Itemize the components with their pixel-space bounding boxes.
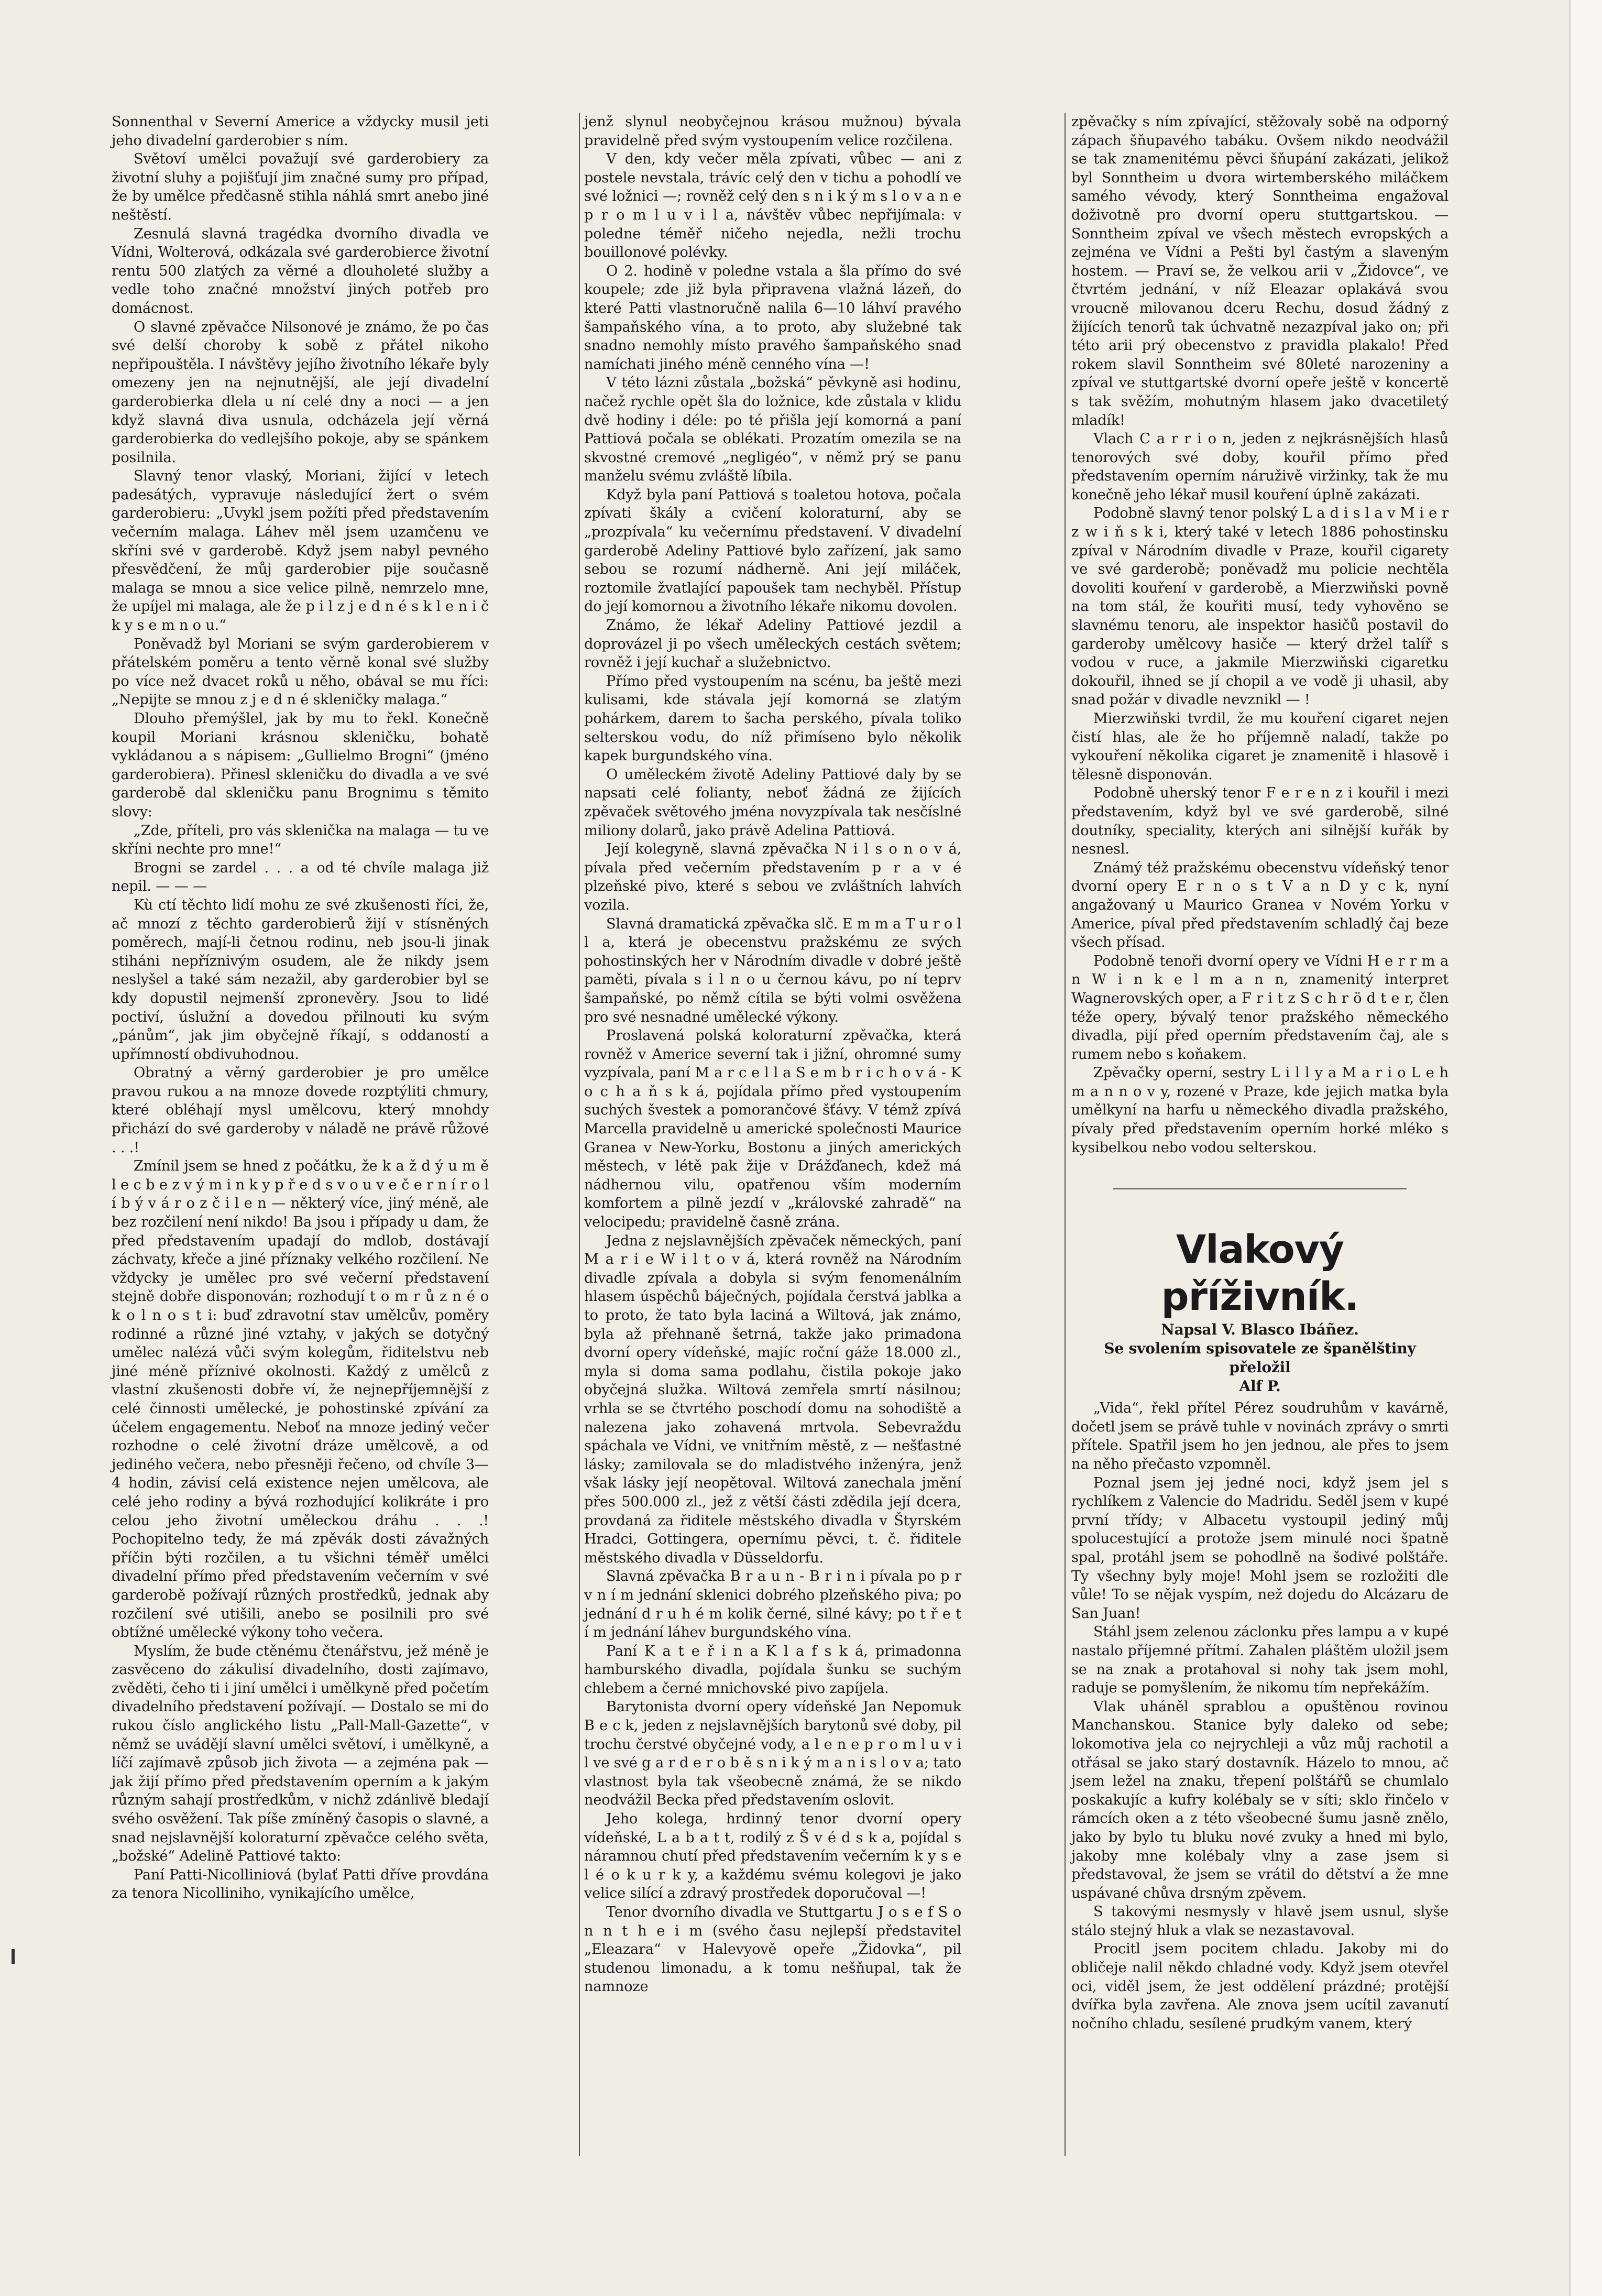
paragraph: Její kolegyně, slavná zpěvačka N i l s o n o v á, pívala před večerním představením p r a v é plzeňské pivo, které s sebou ve zvláštních lahvích vozila. xyxy=(584,841,961,913)
paragraph: Dlouho přemýšlel, jak by mu to řekl. Konečně koupil Moriani krásnou skleničku, bohatě vykládanou a s nápisem: „Gullielmo Brogni“ (jméno garderobiera). Přinesl skleničku do divadla a ve své garderobě dal skleničku panu Brognimu s těmito slovy: xyxy=(112,710,489,820)
paragraph: Slavný tenor vlaský, Moriani, žijící v letech padesátých, vypravuje následující žert o svém garderobieru: „Uvykl jsem požíti před představením večerním malaga. Láhev měl jsem uzamčenu ve skříni své v garderobě. Když jsem nabyl pevného přesvědčení, že můj garderobier pije současně malaga se mnou a sice velice pilně, nemrzelo mne, že upíjel mi malaga, ale že p i l z j e d n é s k l e n i č k y s e m n o u.“ xyxy=(112,468,489,634)
paragraph: Tenor dvorního divadla ve Stuttgartu J o s e f S o n n t h e i m (svého času nejlepší představitel „Eleazara“ v Halevyově opeře „Židovka“, pil studenou limonadu, a k tomu nešňupal, tak že namnoze xyxy=(584,1904,961,1995)
paragraph: „Vida“, řekl přítel Pérez soudruhům v kavárně, dočetl jsem se právě tuhle v novinách zprávy o smrti přítele. Spatřil jsem ho jen jednou, ale přes to jsem na něho přečasto vzpomněl. xyxy=(1071,1400,1449,1473)
paragraph: zpěvačky s ním zpívající, stěžovaly sobě na odporný zápach šňupavého tabáku. Ovšem nikdo neodvážil se tak znamenitému pěvci šňupání zakázati, jelikož byl Sonntheim u dvora wirtemberského miláčkem samého vévody, který Sonntheima engažoval doživotně pro dvorní operu stuttgartskou. — Sonntheim zpíval ve všech městech evropských a zejména ve Vídni a Pešti byl častým a slaveným hostem. — Praví se, že velkou arii v „Židovce“, ve čtvrtém jednání, v níž Eleazar oplakává svou vroucně milovanou dceru Rechu, dosud žádný z žijících tenorů tak úchvatně nezazpíval jako on; při této arii prý obecenstvo z pravidla plakalo! Před rokem slavil Sonntheim své 80leté narozeniny a zpíval ve stuttgartské dvorní opeře ještě v koncertě s tak svěžím, mohutným hlasem jako dvacetiletý mladík! xyxy=(1071,114,1449,429)
column-2 xyxy=(584,113,961,1996)
paragraph: Paní K a t e ř i n a K l a f s k á, primadonna hamburského divadla, pojídala šunku se suchým chlebem a černé mnichovské pivo zapíjela. xyxy=(584,1643,961,1697)
paragraph: S takovými nesmysly v hlavě jsem usnul, slyše stálo stejný hluk a vlak se nezastavoval. xyxy=(1071,1904,1449,1939)
paragraph: Vlak uháněl sprablou a opuštěnou rovinou Manchanskou. Stanice byly daleko od sebe; lokomotiva jela co nejrychleji a vůz můj rachotil a otřásal se jako starý dostavník. Házelo to mnou, ač jsem ležel na znaku, třepení polštářů se chumlalo poskakujíc a kufry kolébaly se v síti; sklo řinčelo v rámcích oken a z této všeobecné šumu jasně znělo, jako by bylo tu bluku nové zvuky a hned mi bylo, jakoby mne kolébaly vlny a zase jsem si představoval, že jsem se vrátil do dětství a že mne uspávané chůva drsným zpěvem. xyxy=(1071,1698,1449,1901)
paragraph: Známo, že lékař Adeliny Pattiové jezdil a doprovázel ji po všech uměleckých cestách světem; rovněž i její kuchař a služebnictvo. xyxy=(584,617,961,671)
paragraph: Vlach C a r r i o n, jeden z nejkrásnějších hlasů tenorových své doby, kouřil přímo před představením operním náruživě viržinky, tak že mu konečně jeho lékař musil kouření úplně zakázati. xyxy=(1071,431,1449,503)
paragraph: Zmínil jsem se hned z počátku, že k a ž d ý u m ě l e c b e z v ý m i n k y p ř e d s v o u v e č e r n í r o l í b ý v á r o z č i l e n — některý více, jiný méně, ale bez rozčilení není nikdo! Ba jsou i případy u dam, že před představením upadají do mdlob, dostávají záchvaty, křeče a jiné příznaky velkého rozčilení. Ne vždycky je umělec pro své večerní představení stejně dobře disponován; rozhodují t o m r ů z n é o k o l n o s t i: buď zdravotní stav umělcův, poměry rodinné a různé jiné vztahy, v jakých se dotyčný umělec nalézá vůči svým kolegům, řiditelstvu neb jiné méně příznivé okolnosti. Každý z umělců z vlastní zkušenosti dobře ví, že nejnepříjemnější z celé činnosti umělecké, je pohostinské zpívání za účelem engagementu. Neboť na mnoze jediný večer rozhodne o celé životní dráze umělcově, a od jediného večera, nebo přesněji řečeno, od chvíle 3—4 hodin, závisí celá existence nejen umělcova, ale celé jeho rodiny a bývá rozhodující kolikráte i pro celou jeho životní uměleckou dráhu . . .! Pochopitelno tedy, že má zpěvák dosti závažných příčin býti rozčilen, a tu všichni téměř umělci divadelní přímo před představením večerním v své garderobě požívají různých prostředků, jednak aby rozčilení své utišili, anebo se posilnili pro své obtížné umělecké výkony toho večera. xyxy=(112,1158,489,1641)
paragraph: Podobně slavný tenor polský L a d i s l a v M i e r z w i ň s k i, který také v letech 1886 pohostinsku zpíval v Národním divadle v Praze, kouřil cigarety ve své garderobě; poněvadž mu policie nechtěla dovoliti kouření v garderobě, a Mierzwiňski povně na tom stál, že kouřiti musí, tedy vyhověno se slavnému tenoru, ale inspektor hasičů postavil do garderoby umělcovy hasiče — který držel talíř s vodou v ruce, a jakmile Mierzwiňski cigaretku dokouřil, ihned se jí chopil a ve vodě ji uhasil, aby snad požár v divadle nevznikl — ! xyxy=(1071,505,1449,708)
paragraph: Poněvadž byl Moriani se svým garderobierem v přátelském poměru a tento věrně konal své služby po více než dvacet roků u něho, obával se mu říci: „Nepijte se mnou z j e d n é skleničky malaga.“ xyxy=(112,636,489,708)
column-3 xyxy=(1071,113,1449,2033)
paragraph: Známý též pražskému obecenstvu vídeňský tenor dvorní opery E r n o s t V a n D y c k, nyní angažovaný u Maurico Granea v Novém Yorku v Americe, píval před představením schladlý čaj beze všech přísad. xyxy=(1071,859,1449,951)
article-title: Vlakový příživník. xyxy=(1161,1227,1359,1320)
column-1 xyxy=(112,113,489,1903)
paragraph: Zpěvačky operní, sestry L i l l y a M a r i o L e h m a n n o v y, rozené v Praze, kde jejich matka byla umělkyní na harfu u německého divadla pražského, pívaly před představením operním horké mléko s kysibelkou nebo vodou selterskou. xyxy=(1071,1065,1449,1156)
paragraph: O uměleckém životě Adeliny Pattiové daly by se napsati celé folianty, neboť žádná ze žijících zpěvaček světového jména novyzpívala tak nesčíslné miliony dolarů, jako právě Adelina Pattiová. xyxy=(584,766,961,839)
paragraph: Podobně uherský tenor F e r e n z i kouřil i mezi představením, když byl ve své garderobě, silné doutníky, speciality, kterých ani silnější kuřák by nesnesl. xyxy=(1071,785,1449,858)
article-translator xyxy=(1071,1339,1449,1396)
translator-line: Se svolením spisovatele ze španělštiny přeložil xyxy=(1104,1340,1416,1376)
paragraph: „Zde, příteli, pro vás sklenička na malaga — tu ve skříni nechte pro mne!“ xyxy=(112,822,489,858)
paragraph: Proslavená polská koloraturní zpěvačka, která rovněž v Americe severní tak i jižní, ohromné sumy vyzpívala, paní M a r c e l l a S e m b r i c h o v á - K o c h a ň s k á, pojídala přímo před vystoupením suchých švestek a pomorančové šťávy. V témž zpívá Marcella pravidelně u americké společnosti Maurice Granea v New-Yorku, Bostonu a jiných amerických městech, v létě pak žije v Drážďanech, kdež má nádhernou vilu, opatřenou vším moderním komfortem a pilně jezdí v „královské zahradě“ na velocipedu; pravidelně časně zrána. xyxy=(584,1027,961,1231)
paragraph: V den, kdy večer měla zpívati, vůbec — ani z postele nevstala, trávíc celý den v tichu a pohodlí ve své ložnici —; rovněž celý den s n i k ý m s l o v a n e p r o m l u v i l a, návštěv vůbec nepřijímala: v poledne téměř ničeho nejedla, nežli trochu bouillonové polévky. xyxy=(584,151,961,261)
translator-name: Alf P. xyxy=(1239,1377,1281,1395)
paragraph: jenž slynul neobyčejnou krásou mužnou) bývala pravidelně před svým vystoupením velice rozčilena. xyxy=(584,114,961,149)
paragraph: Procitl jsem pocitem chladu. Jakoby mi do obličeje nalil někdo chladné vody. Když jsem otevřel oci, viděl jsem, že jest oddělení prázdné; protější dvířka byla zavřena. Ale znova jsem ucítil zavanutí nočního chladu, sesílené prudkým vanem, který xyxy=(1071,1941,1449,2032)
paragraph: Zesnulá slavná tragédka dvorního divadla ve Vídni, Wolterová, odkázala své garderobierce životní rentu 500 zlatých za věrné a dlouholeté služby a vedle toho značné množství jiných potřeb pro domácnost. xyxy=(112,225,489,316)
paragraph: Myslím, že bude ctěnému čtenářstvu, jež méně je zasvěceno do zákulisí divadelního, dosti zajímavo, zvěděti, čeho ti i jiní umělci i umělkyně před početím divadelního představení požívají. — Dostalo se mi do rukou číslo anglického listu „Pall-Mall-Gazette“, v němž se uvádějí slavní umělci světoví, i umělkyně, a líčí zajímavě způsob jich života — a zejména pak — jak žijí přímo před představením operním a k jakým různým sahají prostředkům, v nichž zdánlivě bledají svého osvěžení. Tak píše zmíněný časopis o slavné, a snad nejslavnější koloraturní zpěvačce celého světa, „božské“ Adelině Pattiové takto: xyxy=(112,1643,489,1865)
paragraph: Poznal jsem jej jedné noci, když jsem jel s rychlíkem z Valencie do Madridu. Seděl jsem v kupé první třídy; v Albacetu vystoupil jediný můj spolucestující a protože jsem minulé noci špatně spal, protáhl jsem se pohodlně na šodivé polštáře. Ty všechny byly moje! Mohl jsem se rozložiti dle vůle! To se nějak vyspím, než dojedu do Alcázaru de San Juan! xyxy=(1071,1474,1449,1622)
paragraph: Světoví umělci považují své garderobiery za životní sluhy a pojišťují jim značné sumy pro případ, že by umělce předčasně stihla náhlá smrt anebo jiné neštěstí. xyxy=(112,151,489,223)
paragraph: Barytonista dvorní opery vídeňské Jan Nepomuk B e c k, jeden z nejslavnějších barytonů své doby, pil trochu čerstvé obyčejné vody, a l e n e p r o m l u v i l ve své g a r d e r o b ě s n i k ý m a n i s l o v a; tato vlastnost byla tak všeobecně známá, že se nikdo neodvážil Becka před představením oslovit. xyxy=(584,1699,961,1809)
scan-margin xyxy=(1569,0,1602,2296)
paragraph: Jedna z nejslavnějších zpěvaček německých, paní M a r i e W i l t o v á, která rovněž na Národním divadle zpívala a dobyla si svým fenomenálním hlasem úspěchů báječných, pojídala čerstvá jablka a to proto, že tato byla laciná a Wiltová, jak známo, byla až přehnaně šetrná, takže jako primadona dvorní opery vídeňské, majíc roční gáže 18.000 zl., myla si doma sama podlahu, čistila pokoje jako obyčejná služka. Wiltová zemřela smrtí násilnou; vrhla se se čtvrtého poschodí domu na sohodiště a nalezena jako zohavená mrtvola. Sebevraždu spáchala ve Vídni, ve vnitřním městě, z — nešťastné lásky; zamilovala se do mladistvého inženýra, jenž však lásky její neopětoval. Wiltová zanechala jmění přes 500.000 zl., jež z větší části zdědila její dcera, provdaná za řiditele městského divadla v Štyrském Hradci, Gottingera, opernímu pěvci, t. č. řiditele městského divadla v Düsseldorfu. xyxy=(584,1232,961,1566)
paragraph: Kù ctí těchto lidí mohu ze své zkušenosti říci, že, ač mnozí z těchto garderobierů žijí v stísněných poměrech, mají-li četnou rodinu, neb jsou-li jinak stiháni nepříznivým osudem, ale že nikdy jsem neslyšel a také sám nezažil, aby garderobier byl se kdy dopustil nejmenší zpronevěry. Jsou to lidé poctiví, úslužní a dovedou přilnouti ku svým „pánům“, jak jim obyčejně říkají, s oddaností a upřímností obdivuhodnou. xyxy=(112,896,489,1063)
paragraph: Sonnenthal v Severní Americe a vždycky musil jeti jeho divadelní garderobier s ním. xyxy=(112,114,489,149)
paragraph: Slavná dramatická zpěvačka slč. E m m a T u r o l l a, která je obecenstvu pražskému ze svých pohostinských her v Národním divadle v dobré ještě paměti, pívala s i l n o u černou kávu, po ní teprv šampaňské, po němž cítila se býti volmi osvěžena pro své nesnadné umělecké výkony. xyxy=(584,915,961,1025)
paragraph: Paní Patti-Nicolliniová (bylať Patti dříve provdána za tenora Nicolliniho, vynikajícího umělce, xyxy=(112,1866,489,1902)
paragraph: V této lázni zůstala „božská“ pěvkyně asi hodinu, načež rychle opět šla do ložnice, kde zůstala v klidu dvě hodiny i déle: po té přišla její komorná a paní Pattiová počala se oblékati. Prozatím omezila se na skvostné cremové „negligéo“, v němž prý se panu manželu svému zvláště líbila. xyxy=(584,375,961,485)
paragraph: Mierzwiňski tvrdil, že mu kouření cigaret nejen čistí hlas, ale že ho příjemně naladí, takže po vykouření několika cigaret je znamenitě i hlasově i tělesně disponován. xyxy=(1071,710,1449,783)
paragraph: Stáhl jsem zelenou záclonku přes lampu a v kupé nastalo příjemné přítmí. Zahalen pláštěm uložil jsem se na znak a protahoval si nohy tak jsem mohl, raduje se pomyšlením, že nikomu tím nepřekážím. xyxy=(1071,1624,1449,1697)
paragraph: O slavné zpěvačce Nilsonové je známo, že po čas své delší choroby k sobě z přátel nikoho nepřipouštěla. I návštěvy jejího životního lékaře byly omezeny jen na nejnutnější, ale její divadelní garderobierka dlela u ní celé dny a noci — a jen když slavná diva usnula, odcházela její věrná garderobierka do vedlejšího pokoje, aby se spánkem posilnila. xyxy=(112,319,489,466)
paragraph: Když byla paní Pattiová s toaletou hotova, počala zpívati škály a cvičení koloraturní, aby se „prozpívala“ ku večernímu představení. V divadelní garderobě Adeliny Pattiové bylo zařízení, jak samo sebou se rozumí nádherně. Ani její miláček, roztomile žvatlající papoušek tam nechyběl. Přístup do její komornou a životního lékaře nikomu dovolen. xyxy=(584,486,961,615)
paragraph: Brogni se zardel . . . a od té chvíle malaga již nepil. — — — xyxy=(112,859,489,895)
paragraph: Obratný a věrný garderobier je pro umělce pravou rukou a na mnoze dovede rozptýliti chmury, které obléhají mysl umělcovu, který mnohdy přichází do své garderoby v náladě ne právě růžové . . .! xyxy=(112,1065,489,1156)
section-divider xyxy=(1113,1188,1407,1189)
paragraph: Podobně tenoři dvorní opery ve Vídni H e r r m a n W i n k e l m a n n, znamenitý interpret Wagnerovských oper, a F r i t z S c h r ö d t e r, člen téže opery, bývalý tenor pražského německého divadla, pijí před operním představením čaj, ale s rumem nebo s koňakem. xyxy=(1071,953,1449,1063)
scan-mark xyxy=(12,1949,15,1964)
paragraph: Jeho kolega, hrdinný tenor dvorní opery vídeňské, L a b a t t, rodilý z Š v é d s k a, pojídal s náramnou chutí před představením večerním k y s e l é o k u r k y, a každému svému kolegovi je jako velice silící a zdravý prostředek doporučoval —! xyxy=(584,1811,961,1902)
column-rule xyxy=(1065,113,1066,2156)
paragraph: Přímo před vystoupením na scénu, ba ještě mezi kulisami, kde stávala její komorná se zlatým pohárkem, darem to šacha perského, pívala toliko selterskou vodu, do níž přimíseno bylo několik kapek burgundského vína. xyxy=(584,673,961,764)
paragraph: O 2. hodině v poledne vstala a šla přímo do své koupele; zde již byla připravena vlažná lázeň, do které Patti vlastnoručně nalila 6—10 láhví pravého šampaňského vína, a to proto, aby služebné tak snadno nemohly místo pravého šampaňského snad namíchati jiného méně cenného vína —! xyxy=(584,263,961,373)
column-rule xyxy=(579,113,580,2156)
paragraph: Slavná zpěvačka B r a u n - B r i n i pívala po p r v n í m jednání sklenici dobrého plzeňského piva; po jednání d r u h é m kolik černé, silné kávy; po t ř e t í m jednání láhev burgundského vína. xyxy=(584,1568,961,1641)
article-author: Napsal V. Blasco Ibáñez. xyxy=(1161,1321,1359,1339)
